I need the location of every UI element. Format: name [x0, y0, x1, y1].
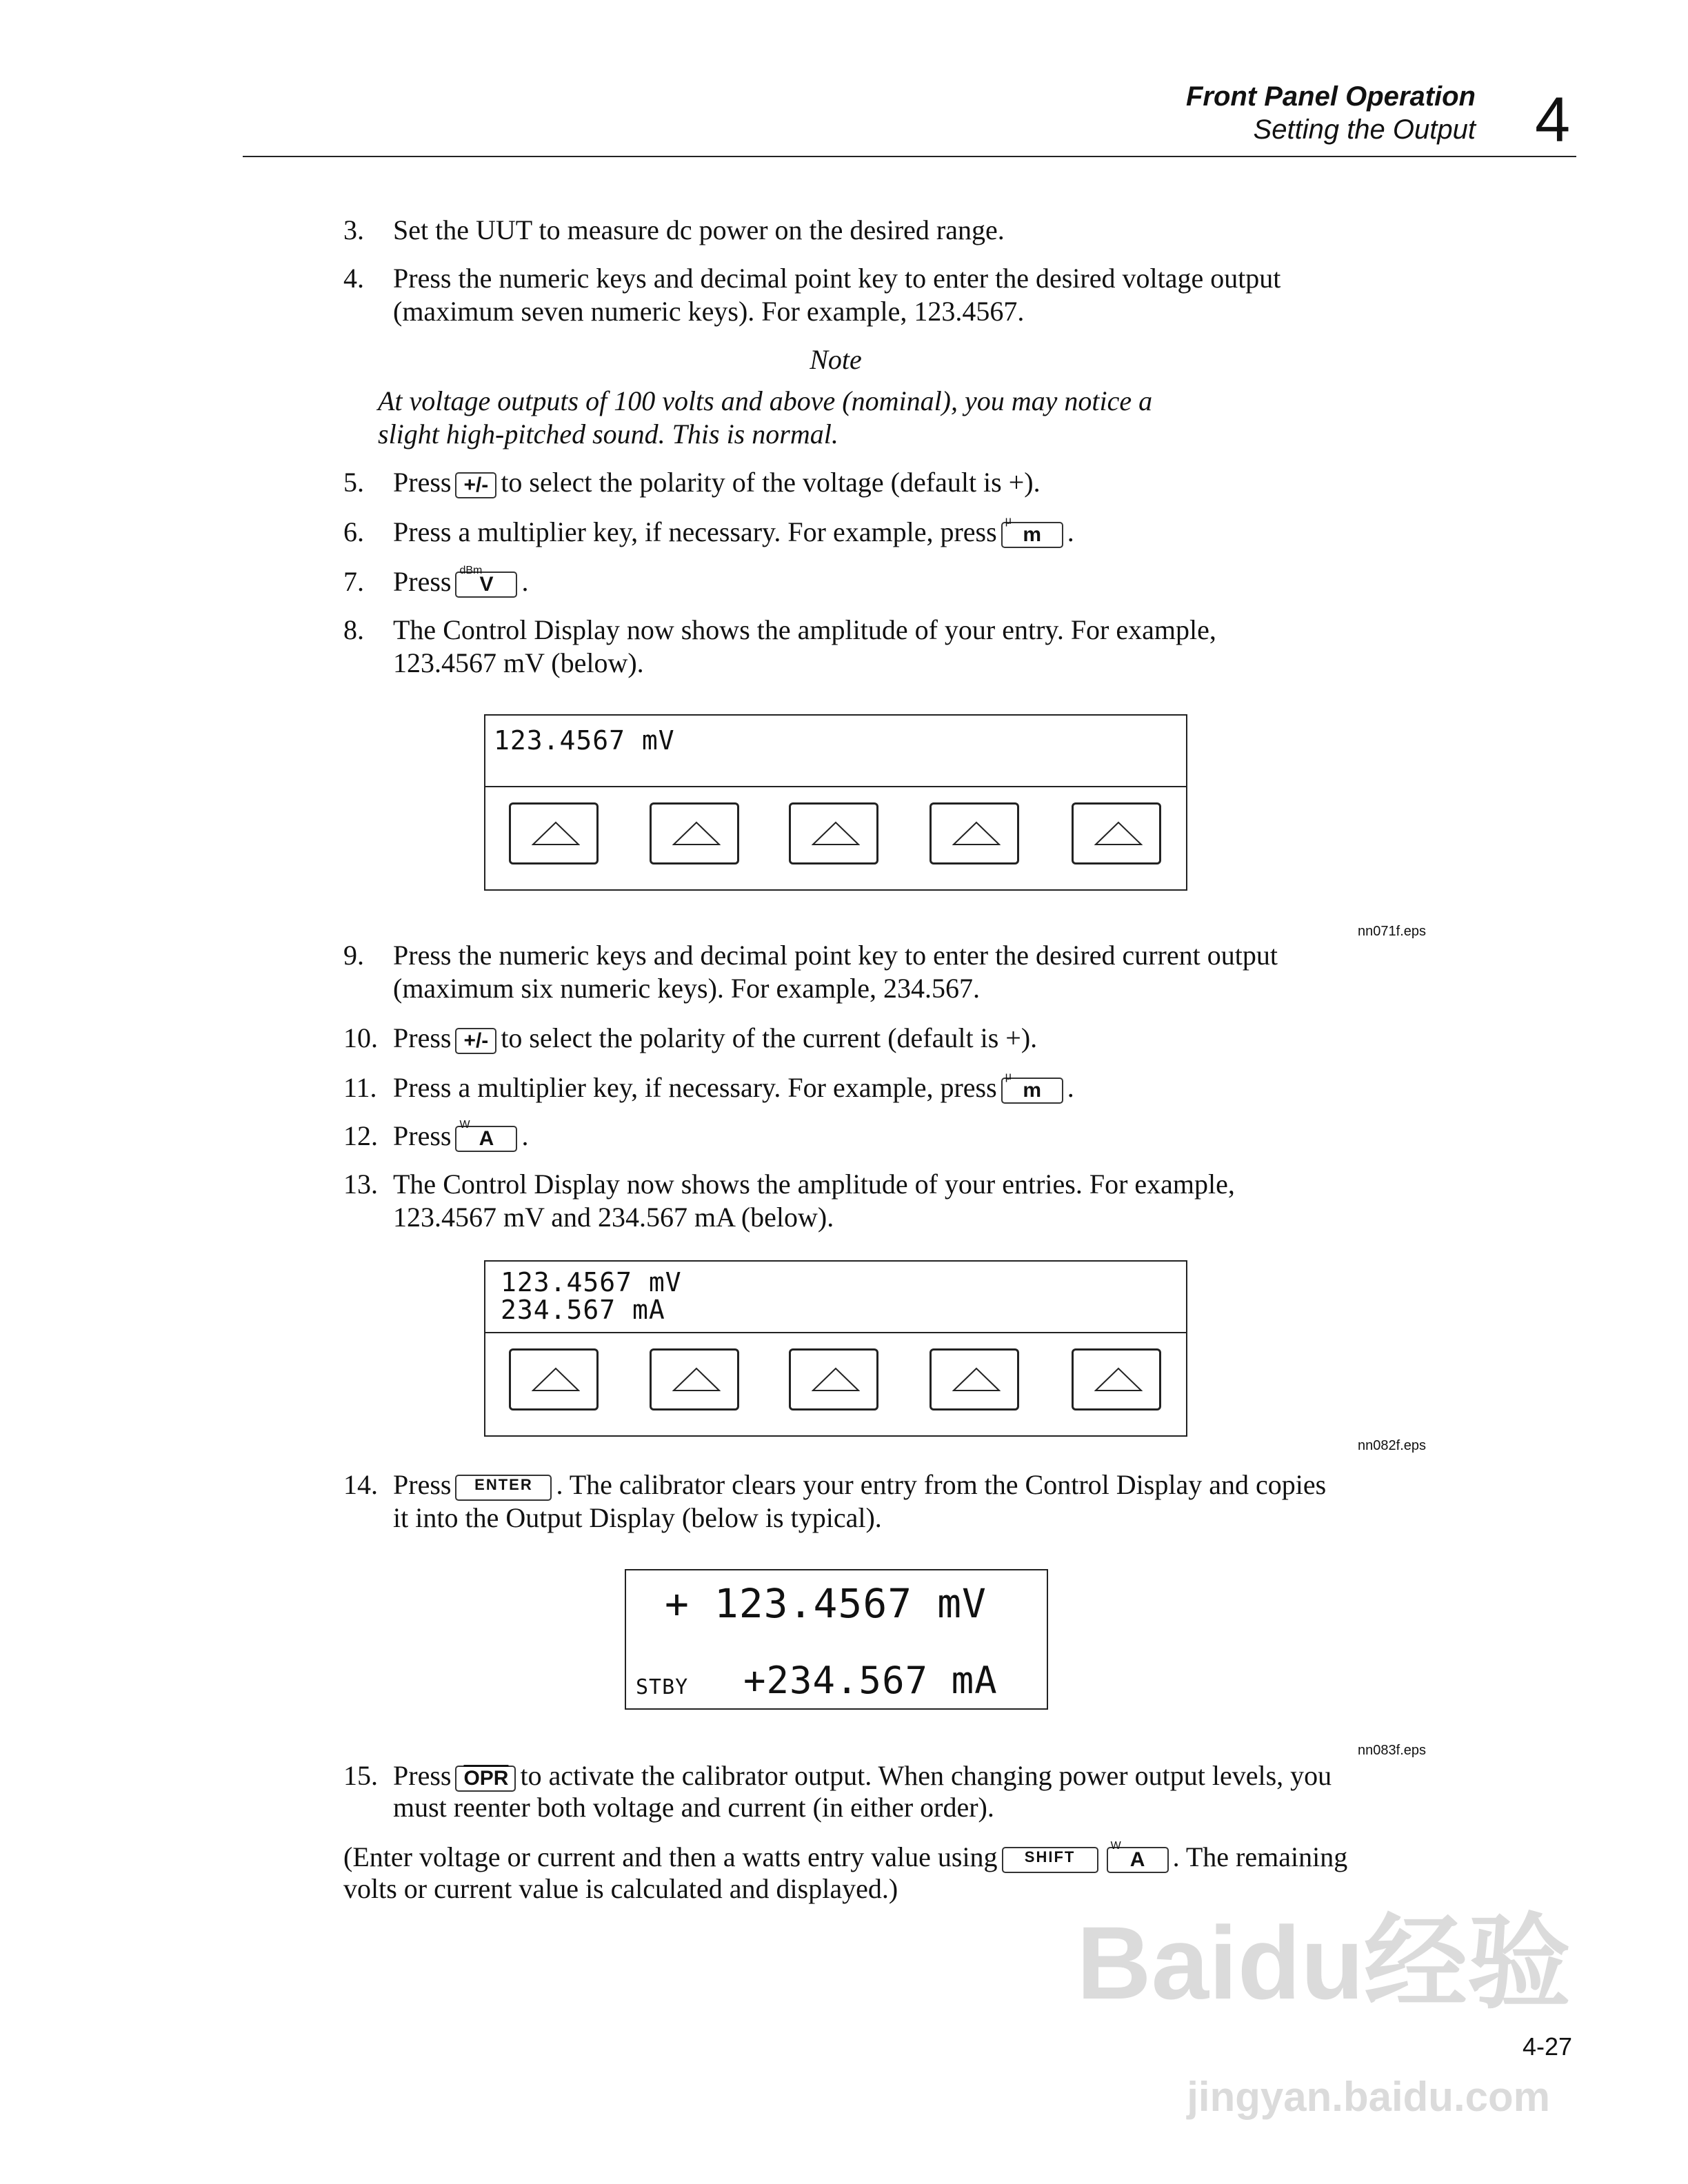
step-text-pre: Press [393, 1120, 452, 1151]
step-number: 15. [343, 1760, 378, 1791]
figure-caption: nn071f.eps [1358, 924, 1426, 939]
polarity-key: +/- [455, 472, 496, 498]
control-display-screen [485, 1262, 1186, 1333]
step-text-post: . [521, 566, 529, 597]
softkey-4 [930, 1348, 1019, 1410]
control-display-line: 123.4567 mV [494, 725, 675, 756]
triangle-icon [1094, 1366, 1143, 1393]
step-number: 11. [343, 1072, 377, 1103]
step-text [393, 1468, 1326, 1502]
step-text-post: . [1067, 1072, 1074, 1103]
volt-dbm-key [455, 564, 517, 598]
note-text: At voltage outputs of 100 volts and above (nominal), you may notice a [378, 385, 1153, 416]
triangle-icon [532, 1366, 580, 1393]
key-label: m [1023, 1078, 1042, 1102]
shift-key: SHIFT [1002, 1847, 1098, 1873]
step-text-post: to activate the calibrator output. When changing power output levels, you [520, 1760, 1332, 1791]
output-display-secondary: +234.567 mA [743, 1659, 998, 1702]
step-text: (maximum six numeric keys). For example, 234.567. [393, 973, 980, 1004]
note-text: slight high-pitched sound. This is normal. [378, 418, 838, 449]
step-text [393, 466, 1041, 499]
softkey-5 [1072, 1348, 1161, 1410]
softkey-1 [509, 802, 599, 865]
paragraph-text: volts or current value is calculated and displayed.) [343, 1873, 898, 1904]
amp-watt-key [1107, 1839, 1169, 1873]
polarity-key: +/- [455, 1028, 496, 1054]
softkey-1 [509, 1348, 599, 1410]
step-text: 123.4567 mV (below). [393, 647, 644, 678]
softkey-2 [650, 1348, 739, 1410]
step-text-post: . [521, 1120, 529, 1151]
key-label: V [479, 572, 494, 596]
triangle-icon [672, 820, 721, 847]
step-text-pre: Press [393, 566, 452, 597]
step-text: The Control Display now shows the amplitude of your entry. For example, [393, 614, 1216, 645]
triangle-icon [952, 820, 1001, 847]
softkey-3 [789, 1348, 878, 1410]
step-text [393, 516, 1074, 549]
step-number: 4. [343, 263, 364, 294]
key-shift-label: W [1110, 1839, 1121, 1852]
step-text: Press the numeric keys and decimal point key to enter the desired current output [393, 940, 1278, 971]
step-text: must reenter both voltage and current (in either order). [393, 1792, 994, 1823]
step-text-post: to select the polarity of the current (default is +). [501, 1022, 1038, 1053]
step-text-pre: Press [393, 1022, 452, 1053]
enter-key: ENTER [455, 1475, 552, 1501]
key-label: A [479, 1126, 494, 1150]
page-number: 4-27 [1522, 2032, 1572, 2061]
step-text-pre: Press [393, 467, 452, 498]
softkey-4 [930, 802, 1019, 865]
key-shift-label: μ [1005, 514, 1012, 527]
step-number: 13. [343, 1169, 378, 1200]
step-text: Press the numeric keys and decimal point key to enter the desired voltage output [393, 263, 1281, 294]
step-text-pre: Press [393, 1760, 452, 1791]
paragraph-text [343, 1841, 1347, 1874]
operate-key: $\overline{OPR}$ [455, 1766, 516, 1792]
step-number: 14. [343, 1469, 378, 1500]
control-display-figure [484, 714, 1187, 891]
note-title: Note [810, 344, 862, 375]
milli-micro-key [1001, 1070, 1063, 1104]
step-text-post: . [1067, 516, 1074, 547]
triangle-icon [532, 820, 580, 847]
step-number: 9. [343, 940, 364, 971]
step-text [393, 1759, 1332, 1792]
step-text [393, 565, 528, 598]
step-text-pre: Press a multiplier key, if necessary. For example, press [393, 516, 997, 547]
step-text: 123.4567 mV and 234.567 mA (below). [393, 1202, 834, 1233]
header-rule [243, 156, 1576, 157]
step-text [393, 1071, 1074, 1104]
milli-micro-key [1001, 514, 1063, 548]
triangle-icon [1094, 820, 1143, 847]
step-text [393, 1120, 528, 1153]
step-number: 5. [343, 467, 364, 498]
step-text [393, 1022, 1037, 1055]
softkey-5 [1072, 802, 1161, 865]
step-number: 3. [343, 214, 364, 245]
key-shift-label: dBm [459, 564, 483, 576]
control-display-line: 234.567 mA [501, 1295, 665, 1325]
figure-caption: nn082f.eps [1358, 1438, 1426, 1453]
step-text-pre: Press [393, 1469, 452, 1500]
step-text-post: . The calibrator clears your entry from the Control Display and copies [556, 1469, 1327, 1500]
step-text: Set the UUT to measure dc power on the desired range. [393, 214, 1005, 245]
paragraph-text-post: . The remaining [1172, 1841, 1348, 1872]
step-text-post: to select the polarity of the voltage (default is +). [501, 467, 1041, 498]
step-number: 6. [343, 516, 364, 547]
amp-watt-key [455, 1118, 517, 1152]
step-number: 12. [343, 1120, 378, 1151]
softkey-2 [650, 802, 739, 865]
section-title: Front Panel Operation [1185, 81, 1476, 112]
step-text: (maximum seven numeric keys). For example, 123.4567. [393, 296, 1025, 327]
figure-caption: nn083f.eps [1358, 1743, 1426, 1758]
watermark-logo: Baidu经验 [1076, 1905, 1571, 2021]
standby-indicator: STBY [636, 1675, 689, 1699]
triangle-icon [812, 820, 860, 847]
control-display-figure [484, 1260, 1187, 1437]
key-label: m [1023, 523, 1042, 546]
step-text: The Control Display now shows the amplitude of your entries. For example, [393, 1169, 1235, 1200]
output-display-primary: + 123.4567 mV [665, 1580, 987, 1627]
control-display-line: 123.4567 mV [501, 1267, 682, 1297]
step-number: 7. [343, 566, 364, 597]
step-number: 8. [343, 614, 364, 645]
step-text: it into the Output Display (below is typical). [393, 1502, 882, 1533]
softkey-3 [789, 802, 878, 865]
triangle-icon [812, 1366, 860, 1393]
triangle-icon [672, 1366, 721, 1393]
step-text-pre: Press a multiplier key, if necessary. For example, press [393, 1072, 997, 1103]
key-shift-label: μ [1005, 1070, 1012, 1082]
key-label: A [1129, 1848, 1145, 1871]
step-number: 10. [343, 1022, 378, 1053]
key-shift-label: W [459, 1118, 470, 1131]
triangle-icon [952, 1366, 1001, 1393]
paragraph-text-pre: (Enter voltage or current and then a watts entry value using [343, 1841, 998, 1872]
chapter-number: 4 [1535, 85, 1571, 155]
watermark-url: jingyan.baidu.com [1187, 2074, 1550, 2120]
subsection-title: Setting the Output [1253, 114, 1476, 145]
control-display-screen [485, 716, 1186, 787]
output-display-figure [625, 1569, 1048, 1710]
